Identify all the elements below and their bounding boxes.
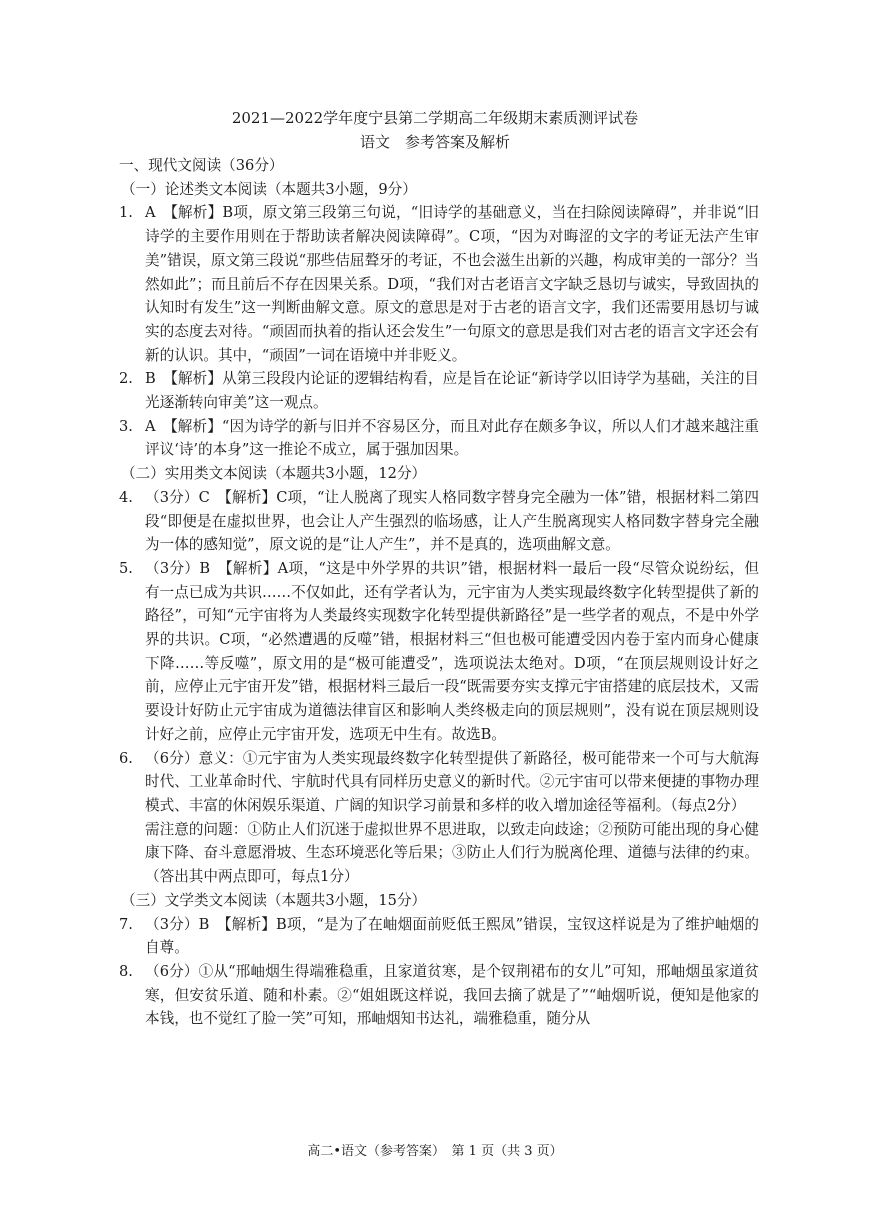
- answer-item-8: [119, 960, 759, 1031]
- item-number: 8.: [119, 962, 133, 980]
- answer-item-1: [119, 201, 759, 367]
- item-number: 5.: [119, 559, 133, 577]
- item-number: 1.: [119, 204, 133, 222]
- answer-item-6: [119, 747, 759, 818]
- answer-item-3: [119, 415, 759, 462]
- item-number: 4.: [119, 488, 133, 506]
- page-title: 2021—2022学年度宁县第二学期高二年级期末素质测评试卷: [231, 109, 639, 127]
- subsection-heading: （三）文学类文本阅读（本题共3小题，15分）: [121, 891, 427, 909]
- answer-item-4: [119, 486, 759, 557]
- page-footer: 高二•语文（参考答案） 第 1 页（共 3 页）: [307, 1144, 563, 1159]
- page-subtitle: 语文 参考答案及解析: [359, 133, 510, 151]
- answer-content: [119, 154, 759, 1031]
- answer-item-7: [119, 913, 759, 960]
- item-text: A 【解析】B项，原文第三段第三句说，“旧诗学的基础意义，当在扫除阅读障碍”，并非说“旧诗学的主要作用则在于帮助读者解决阅读障碍”。C项，“因为对晦涩的文字的考证无法产生审美”错误，原文第三段说“那些佶屈聱牙的考证，不也会滋生出新的兴趣，构成审美的一部分？当然如此”；而且前后不存在因果关系。D项，“我们对古老语言文字缺乏恳切与诚实，导致固执的认知时有发生”这一判断曲解文意。原文的意思是对于古老的语言文字，我们还需要用恳切与诚实的态度去对待。“顽固而执着的指认还会发生”一句原文的意思是我们对古老的语言文字还会有新的认识。其中，“顽固”一词在语境中并非贬义。: [145, 204, 759, 364]
- item-text: （3分）C 【解析】C项，“让人脱离了现实人格同数字替身完全融为一体”错，根据材料二第四段“即便是在虚拟世界，也会让人产生强烈的临场感，让人产生脱离现实人格同数字替身完全融为一体的感知觉”，原文说的是“让人产生”，并不是真的，选项曲解文意。: [145, 488, 759, 554]
- item-number: 7.: [119, 915, 133, 933]
- answer-item-5: [119, 557, 759, 747]
- item-text: （6分）意义：①元宇宙为人类实现最终数字化转型提供了新路径，极可能带来一个可与大航海时代、工业革命时代、宇航时代具有同样历史意义的新时代。②元宇宙可以带来便捷的事物办理模式、丰富的休闲娱乐渠道、广阔的知识学习前景和多样的收入增加途径等福利。（每点2分）: [145, 749, 759, 814]
- item-text: （3分）B 【解析】A项，“这是中外学界的共识”错，根据材料一最后一段“尽管众说纷纭，但有一点已成为共识……不仅如此，还有学者认为，元宇宙为人类实现最终数字化转型提供了新的路径”，可知“元宇宙将为人类最终实现数字化转型提供新路径”是一些学者的观点，不是中外学界的共识。C项，“必然遭遇的反噬”错，根据材料三“但也极可能遭受因内卷于室内而身心健康下降……等反噬”，原文用的是“极可能遭受”，选项说法太绝对。D项，“在顶层规则设计好之前，应停止元宇宙开发”错，根据材料三最后一段“既需要夯实支撑元宇宙搭建的底层技术，又需要设计好防止元宇宙成为道德法律盲区和影响人类终极走向的顶层规则”，没有说在顶层规则设计好之前，应停止元宇宙开发，选项无中生有。故选B。: [145, 559, 759, 743]
- item-text: （6分）①从“邢岫烟生得端雅稳重，且家道贫寒，是个钗荆裙布的女儿”可知，邢岫烟虽家道贫寒，但安贫乐道、随和朴素。②“姐姐既这样说，我回去摘了就是了”“岫烟听说，便知是他家的本钱，也不觉红了脸一笑”可知，邢岫烟知书达礼，端雅稳重，随分从: [145, 962, 759, 1028]
- item-text: B 【解析】从第三段段内论证的逻辑结构看，应是旨在论证“新诗学以旧诗学为基础，关注的目光逐渐转向审美”这一观点。: [145, 370, 759, 412]
- item-text: （3分）B 【解析】B项，“是为了在岫烟面前贬低王熙凤”错误，宝钗这样说是为了维护岫烟的自尊。: [145, 915, 759, 957]
- item-number: 6.: [119, 749, 133, 767]
- item-6-continuation: 需注意的问题：①防止人们沉迷于虚拟世界不思进取，以致走向歧途；②预防可能出现的身心健康下降、奋斗意愿滑坡、生态环境恶化等后果；③防止人们行为脱离伦理、道德与法律的约束。（答出其中两点即可，每点1分）: [145, 820, 759, 886]
- item-text: A 【解析】“因为诗学的新与旧并不容易区分，而且对此存在颇多争议，所以人们才越来越注重评议‘诗’的本身”这一推论不成立，属于强加因果。: [145, 417, 759, 459]
- item-number: 2.: [119, 370, 133, 388]
- subsection-heading: （二）实用类文本阅读（本题共3小题，12分）: [121, 465, 427, 483]
- item-number: 3.: [119, 417, 133, 435]
- section-heading: 一、现代文阅读（36分）: [119, 157, 284, 174]
- answer-item-2: [119, 367, 759, 414]
- subsection-heading: （一）论述类文本阅读（本题共3小题，9分）: [121, 180, 417, 198]
